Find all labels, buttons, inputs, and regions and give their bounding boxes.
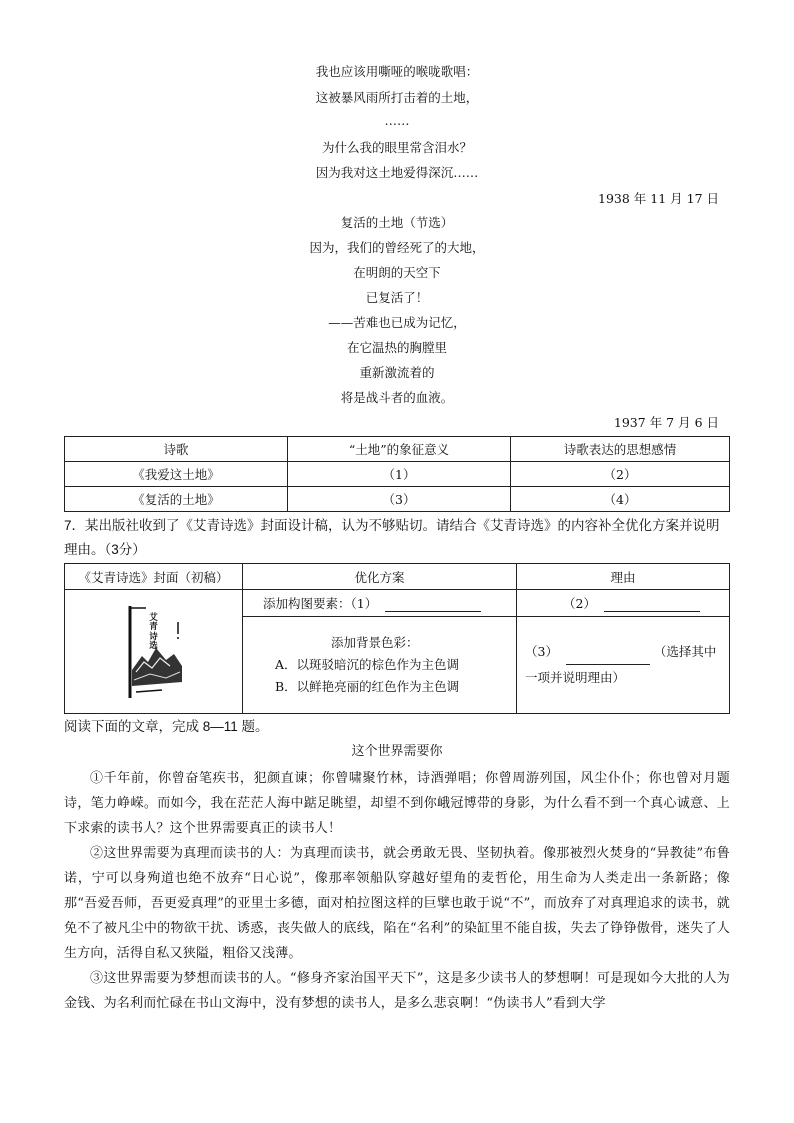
poem2-line-6: 重新激流着的 <box>359 365 435 380</box>
poem1-ellipsis: …… <box>384 113 410 128</box>
cover-draft-cell <box>65 590 243 714</box>
header-poem: 诗歌 <box>65 437 288 462</box>
poem2-line-7: 将是战斗者的血液。 <box>340 390 454 405</box>
table-header-row <box>65 564 730 590</box>
add-element-label: 添加构图要素：（1） <box>263 596 378 611</box>
article-paragraph-3: ③这世界需要为梦想而读书的人。“修身齐家治国平天下”，这是多少读书人的梦想啊！可是现如今大批的人为金钱、为名利而忙碌在书山文海中，没有梦想的读书人，是多么悲哀啊！“伪读书人”看到大学 <box>64 971 730 1011</box>
table-row <box>65 590 730 617</box>
reason-3-cell <box>517 617 730 714</box>
reading-instruction: 阅读下面的文章，完成 8—11 题。 <box>64 719 269 734</box>
poem2-title: 复活的土地（节选） <box>340 215 454 230</box>
header-emotion: 诗歌表达的思想感情 <box>511 437 730 462</box>
table-row <box>65 462 730 487</box>
table-header-row <box>65 437 730 462</box>
reason-2-label: （2） <box>563 596 596 611</box>
row1-blank-2[interactable]: （2） <box>511 462 730 487</box>
row1-blank-1[interactable]: （1） <box>288 462 511 487</box>
table-row <box>65 487 730 512</box>
row2-poem: 《复活的土地》 <box>65 487 288 512</box>
poem1-date: 1938 年 11 月 17 日 <box>598 191 719 206</box>
reason-3-note-2: 一项并说明理由） <box>525 670 626 685</box>
plan-background-cell <box>243 617 517 714</box>
reason-3-note: （选择其中 <box>653 644 717 659</box>
header-reason: 理由 <box>517 564 730 590</box>
cover-design-table <box>64 563 730 714</box>
poem1-line-2: 这被暴风雨所打击着的土地， <box>315 90 479 105</box>
plan-element-cell <box>243 590 517 617</box>
background-color-title: 添加背景色彩： <box>331 635 419 650</box>
poem1-line-3: 为什么我的眼里常含泪水？ <box>321 140 472 155</box>
header-plan: 优化方案 <box>243 564 517 590</box>
cover-draft-title: 艾青诗选 <box>149 612 158 651</box>
poem2-date: 1937 年 7 月 6 日 <box>613 415 719 430</box>
answer-blank-2[interactable] <box>604 611 700 612</box>
poem2-line-5: 在它温热的胸膛里 <box>346 340 447 355</box>
header-cover: 《艾青诗选》封面（初稿） <box>65 564 243 590</box>
poem2-line-3: 已复活了！ <box>365 290 429 305</box>
option-b[interactable]: B．以鲜艳亮丽的红色作为主色调 <box>275 679 460 694</box>
header-symbol: “土地”的象征意义 <box>288 437 511 462</box>
row2-blank-4[interactable]: （4） <box>511 487 730 512</box>
poem1-line-1: 我也应该用嘶哑的喉咙歌唱： <box>315 64 479 79</box>
article-title: 这个世界需要你 <box>351 744 443 759</box>
question-7: 7．某出版社收到了《艾青诗选》封面设计稿，认为不够贴切。请结合《艾青诗选》的内容补全优化方案并说明理由。（3分） <box>64 518 720 557</box>
poem2-line-2: 在明朗的天空下 <box>353 265 441 280</box>
answer-blank-1[interactable] <box>385 611 481 612</box>
poem2-line-1: 因为，我们的曾经死了的大地， <box>309 240 485 255</box>
row1-poem: 《我爱这土地》 <box>65 462 288 487</box>
option-a[interactable]: A．以斑驳暗沉的棕色作为主色调 <box>275 657 460 672</box>
article-paragraph-2: ②这世界需要为真理而读书的人：为真理而读书，就会勇敢无畏、坚韧执着。像那被烈火焚身的“异教徒”布鲁诺，宁可以身殉道也绝不放弃“日心说”，像那率领船队穿越好望角的麦哲伦，用生命为人类走出一条新路；像那“吾爱吾师，吾更爱真理”的亚里士多德，面对柏拉图这样的巨擘也敢于说“不”，而放弃了对真理追求的读书，就免不了被凡尘中的物欲干扰、诱惑，丧失做人的底线，陷在“名利”的染缸里不能自拔，失去了铮铮傲骨，迷失了人生方向，活得自私又狭隘，粗俗又浅薄。 <box>64 846 730 961</box>
cover-draft-image <box>122 602 186 702</box>
row2-blank-3[interactable]: （3） <box>288 487 511 512</box>
poem2-line-4: ——苦难也已成为记忆， <box>328 315 466 330</box>
poem-analysis-table <box>64 436 730 512</box>
poem1-line-4: 因为我对这土地爱得深沉…… <box>315 165 479 180</box>
article-paragraph-1: ①千年前，你曾奋笔疾书，犯颜直谏；你曾啸聚竹林，诗酒弹唱；你曾周游列国，风尘仆仆；你也曾对月题诗，笔力峥嵘。而如今，我在茫茫人海中踮足眺望，却望不到你峨冠博带的身影，为什么看不到一个真心诚意、上下求索的读书人？这个世界需要真正的读书人！ <box>64 771 730 836</box>
reason-2-cell <box>517 590 730 617</box>
reason-3-label: （3） <box>525 644 558 659</box>
